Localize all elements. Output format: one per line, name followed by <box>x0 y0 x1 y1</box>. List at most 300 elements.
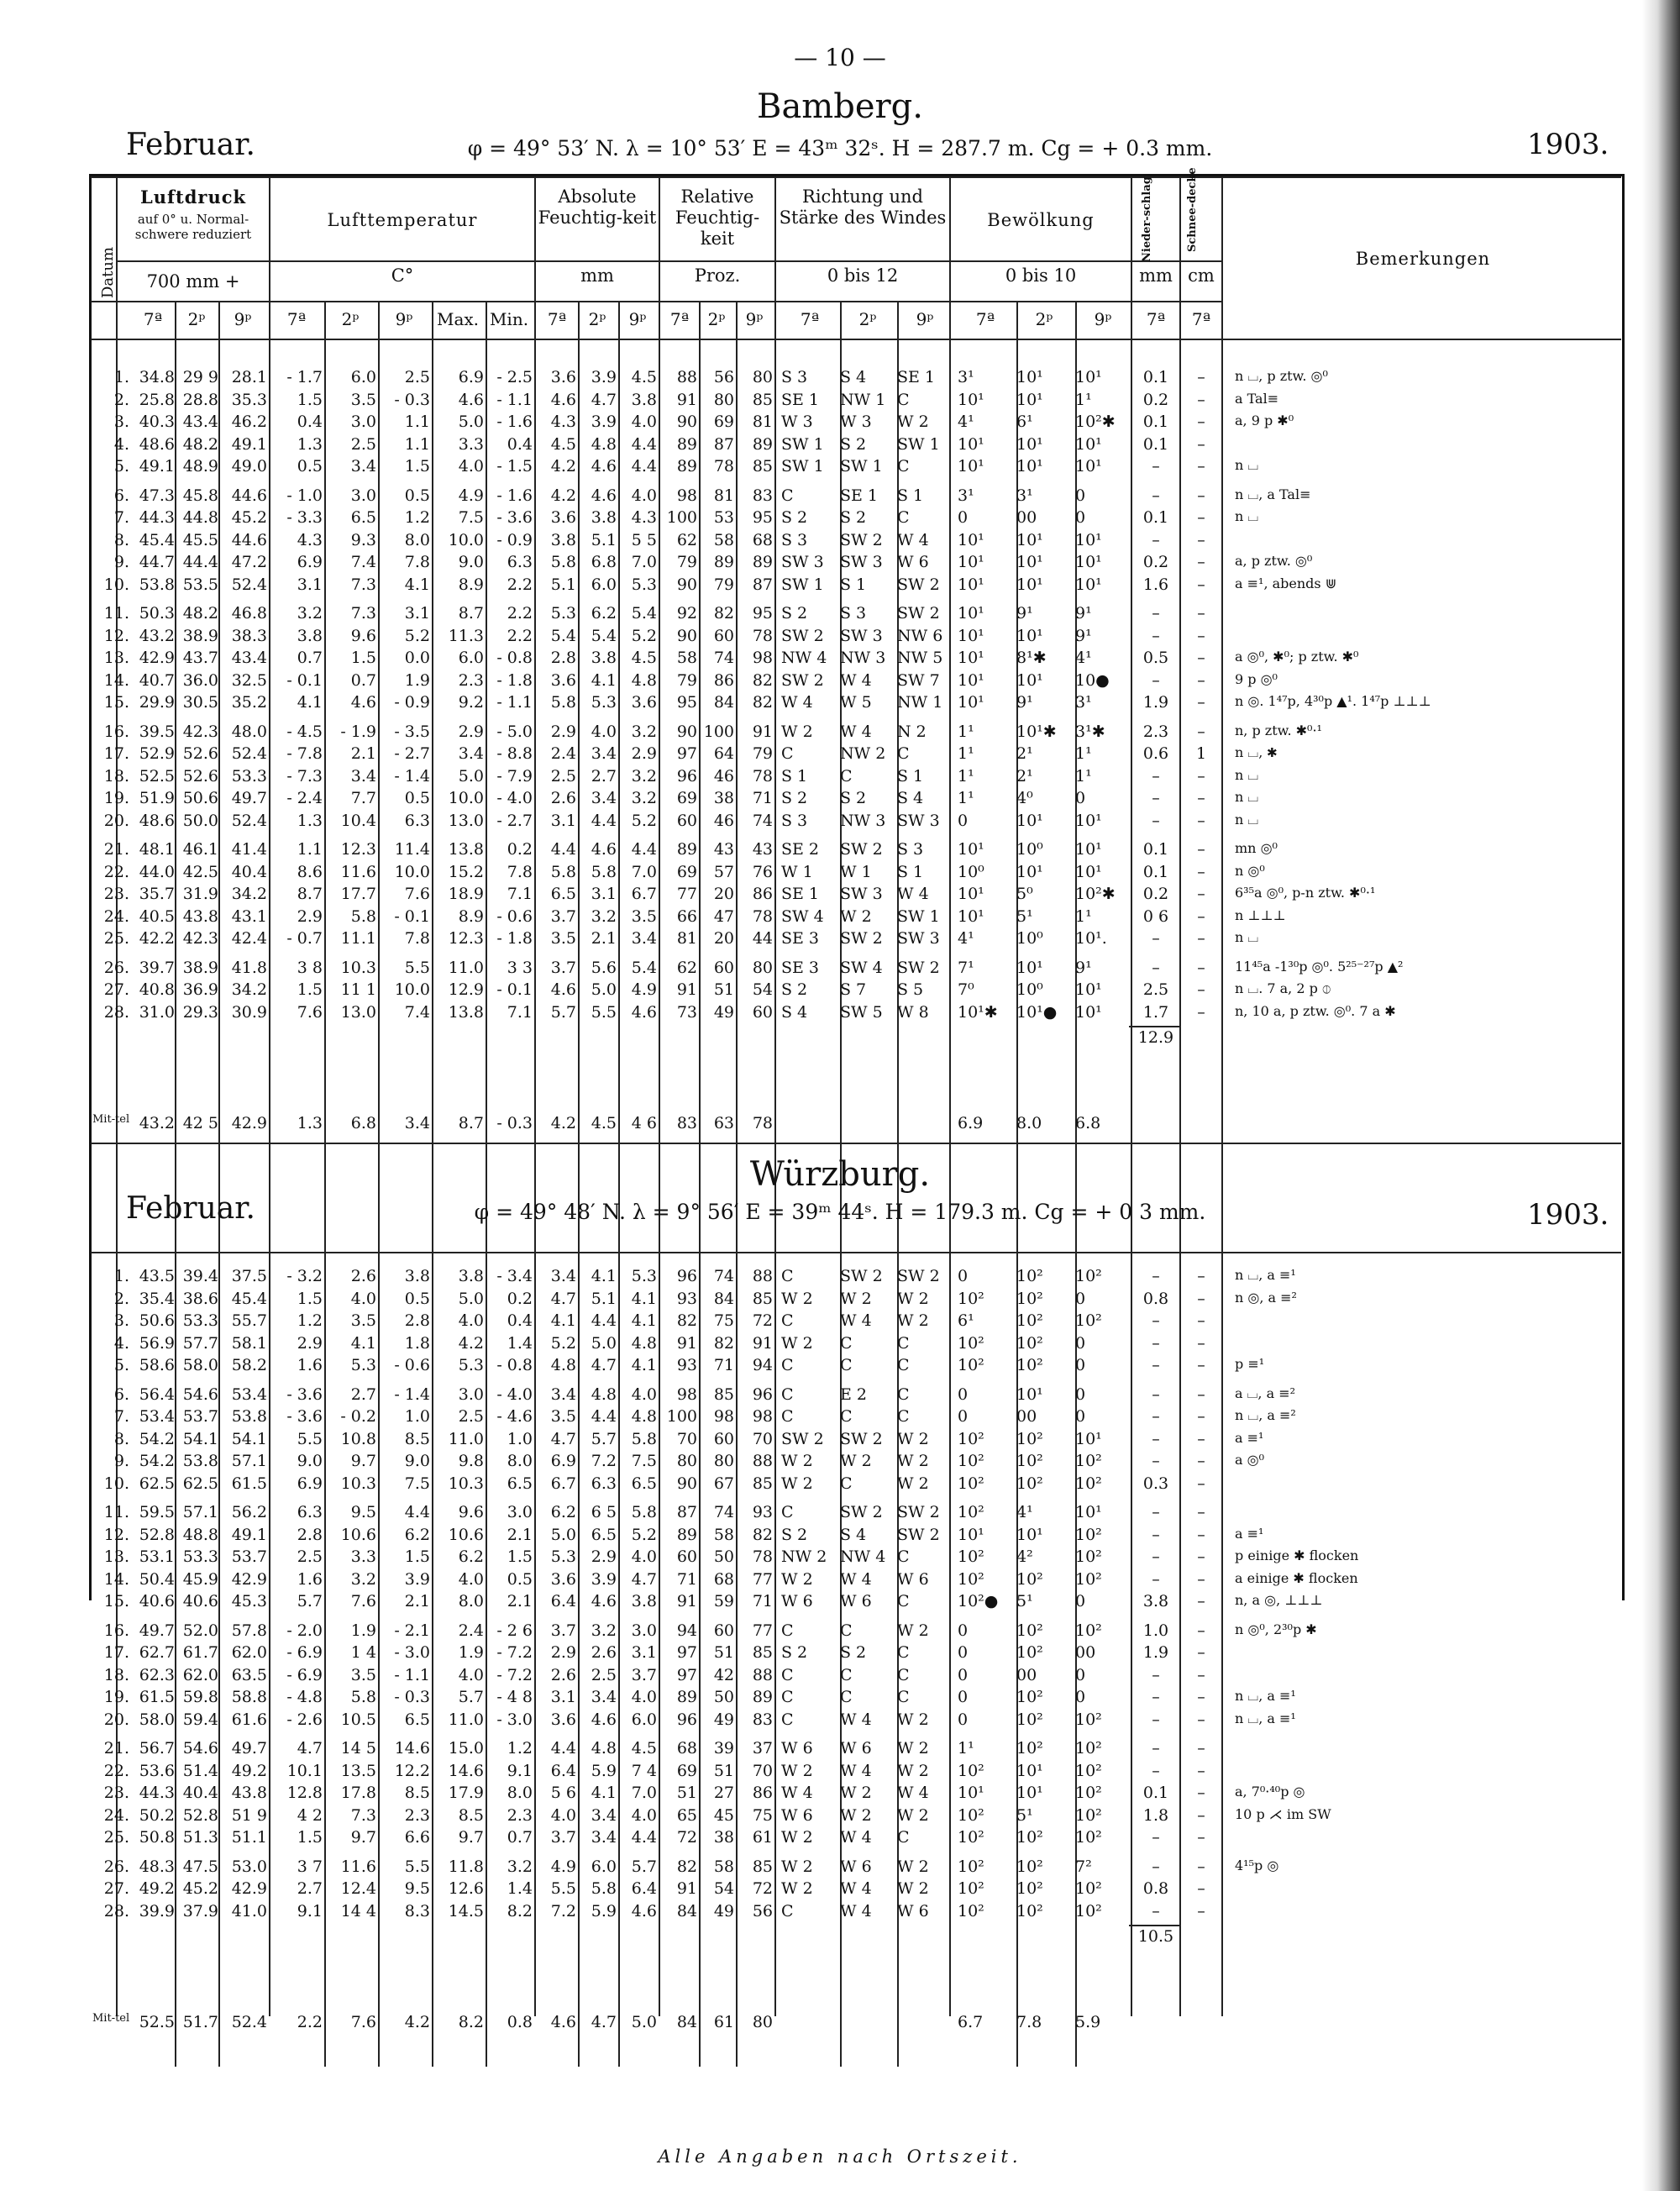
cell-precip: 0.2 <box>1142 390 1169 409</box>
table-row <box>89 368 1625 389</box>
cell-temp-7a: - 3.2 <box>286 1267 323 1285</box>
cell-abs-2p: 3.9 <box>591 368 617 386</box>
cell-snow: – <box>1197 958 1205 977</box>
cell-temp-max: 15.2 <box>448 862 484 881</box>
cell-abs-7a: 4.4 <box>550 1739 576 1758</box>
cell-temp-max: 5.3 <box>458 1356 484 1374</box>
cell-cloud-9p: 1¹ <box>1075 744 1092 763</box>
subheader-t2: 2ᵖ <box>1035 309 1053 329</box>
cell-temp-7a: - 1.7 <box>286 368 323 386</box>
cell-abs-9p: 4.0 <box>631 486 657 505</box>
cell-druck-7a: 48.6 <box>139 811 175 830</box>
cell-temp-7a: 4 2 <box>297 1805 323 1825</box>
cell-remark: a ◎⁰ <box>1235 1452 1264 1468</box>
cell-rel-9p: 98 <box>752 1407 773 1426</box>
cell-temp-max: 4.6 <box>458 390 484 409</box>
cell-temp-2p: 2.1 <box>350 744 376 763</box>
cell-temp-7a: 0.4 <box>297 412 323 431</box>
cell-precip: – <box>1152 1267 1160 1285</box>
cell-temp-min: 7.8 <box>507 862 533 881</box>
cell-abs-9p: 4.4 <box>631 1828 657 1847</box>
cell-abs-9p: 3.8 <box>631 1592 657 1610</box>
cell-temp-min: - 1.8 <box>496 929 533 948</box>
cell-abs-9p: 5.4 <box>631 604 657 623</box>
cell-precip: 1.9 <box>1142 1643 1169 1662</box>
cell-cloud-7a: 4¹ <box>958 412 974 431</box>
cell-wind-2p: SW 2 <box>840 530 883 549</box>
cell-abs-9p: 4.5 <box>631 649 657 667</box>
cell-druck-9p: 53.3 <box>231 766 267 786</box>
cell-abs-7a: 3.6 <box>550 1710 576 1729</box>
cell-abs-7a: 6.7 <box>550 1474 576 1493</box>
cell-wind-2p: NW 4 <box>840 1547 886 1566</box>
cell-temp-max: 5.0 <box>458 766 484 786</box>
cell-rel-7a: 60 <box>676 1547 697 1566</box>
cell-abs-2p: 3.9 <box>591 1569 617 1589</box>
cell-druck-7a: 49.7 <box>139 1621 175 1640</box>
cell-abs-7a: 3.1 <box>550 1688 576 1706</box>
cell-rel-7a: 90 <box>676 1474 697 1493</box>
cell-druck-2p: 52.8 <box>182 1805 218 1825</box>
cell-wind-7a: W 2 <box>781 1289 813 1308</box>
cell-temp-2p: 7.4 <box>350 553 376 571</box>
cell-wind-2p: W 6 <box>840 1739 872 1758</box>
cell-abs-2p: 4.4 <box>591 811 617 830</box>
cell-abs-2p: 3.9 <box>591 412 617 431</box>
mittel-cell-temp-min: 0.8 <box>507 2013 533 2031</box>
cell-cloud-7a: 3¹ <box>958 368 974 386</box>
cell-abs-2p: 4.1 <box>591 1784 617 1802</box>
cell-rel-2p: 49 <box>713 1002 734 1022</box>
cell-temp-7a: 9.1 <box>297 1901 323 1920</box>
cell-cloud-9p: 10² <box>1075 1739 1102 1758</box>
cell-wind-2p: C <box>840 1688 853 1706</box>
cell-abs-2p: 4.8 <box>591 434 617 454</box>
cell-cloud-2p: 10¹● <box>1016 1002 1058 1022</box>
cell-abs-2p: 3.4 <box>591 789 617 807</box>
cell-wind-2p: W 6 <box>840 1857 872 1876</box>
cell-druck-7a: 44.3 <box>139 1784 175 1802</box>
mittel-cell-druck-2p: 42 5 <box>182 1114 218 1132</box>
cell-temp-max: 9.0 <box>458 553 484 571</box>
cell-precip: – <box>1152 1384 1160 1404</box>
cell-temp-min: 0.2 <box>507 840 533 859</box>
cell-abs-7a: 2.5 <box>550 766 576 786</box>
cell-druck-2p: 42.3 <box>182 722 218 741</box>
cell-abs-7a: 4.5 <box>550 434 576 454</box>
cell-wind-7a: W 2 <box>781 1452 813 1470</box>
cell-cloud-7a: 10¹ <box>958 1784 984 1802</box>
cell-temp-7a: - 7.3 <box>286 766 323 786</box>
cell-rel-2p: 58 <box>713 530 734 549</box>
cell-snow: – <box>1197 1879 1205 1898</box>
cell-rel-9p: 86 <box>752 1784 773 1802</box>
cell-abs-9p: 4.6 <box>631 1002 657 1022</box>
cell-temp-min: - 4 8 <box>496 1688 533 1706</box>
cell-druck-2p: 47.5 <box>182 1857 218 1876</box>
table-row <box>89 508 1625 529</box>
table-row <box>89 1828 1625 1849</box>
cell-wind-2p: SW 2 <box>840 1429 883 1448</box>
table-row <box>89 435 1625 456</box>
cell-snow: – <box>1197 368 1205 386</box>
cell-abs-7a: 3.1 <box>550 811 576 830</box>
cell-rel-7a: 62 <box>676 958 697 977</box>
cell-cloud-2p: 2¹ <box>1016 766 1033 786</box>
cell-datum: 17. <box>103 744 129 763</box>
cell-cloud-2p: 10⁰ <box>1016 840 1043 859</box>
cell-snow: – <box>1197 1592 1205 1610</box>
header-datum: Datum <box>99 246 117 298</box>
cell-cloud-7a: 10² <box>958 1429 984 1448</box>
cell-druck-9p: 38.3 <box>231 626 267 645</box>
cell-abs-7a: 3.6 <box>550 1569 576 1589</box>
cell-wind-9p: W 4 <box>897 885 929 903</box>
cell-druck-9p: 55.7 <box>231 1311 267 1330</box>
mittel-cell-temp-max: 8.2 <box>458 2013 484 2031</box>
cell-abs-9p: 4.0 <box>631 412 657 431</box>
cell-druck-9p: 58.8 <box>231 1688 267 1706</box>
cell-temp-min: 1.4 <box>507 1879 533 1898</box>
cell-cloud-2p: 10² <box>1016 1710 1043 1729</box>
cell-temp-2p: 5.3 <box>350 1356 376 1374</box>
table-row <box>89 1806 1625 1827</box>
cell-rel-7a: 100 <box>666 1407 697 1426</box>
cell-abs-7a: 5.0 <box>550 1525 576 1544</box>
cell-datum: 22. <box>103 1761 129 1780</box>
cell-abs-9p: 4.5 <box>631 368 657 386</box>
cell-remark: n ⌴ <box>1235 766 1259 783</box>
cell-abs-9p: 6.0 <box>631 1710 657 1729</box>
cell-wind-9p: C <box>897 1828 910 1847</box>
cell-temp-7a: 4.3 <box>297 530 323 549</box>
cell-wind-9p: SE 1 <box>897 368 936 386</box>
cell-temp-min: 8.0 <box>507 1784 533 1802</box>
cell-temp-7a: 6.9 <box>297 553 323 571</box>
cell-druck-2p: 53.3 <box>182 1547 218 1566</box>
cell-snow: – <box>1197 626 1205 645</box>
cell-temp-7a: - 6.9 <box>286 1665 323 1684</box>
cell-temp-9p: 8.0 <box>404 530 430 549</box>
cell-druck-2p: 45.2 <box>182 1879 218 1898</box>
cell-cloud-2p: 10¹ <box>1016 575 1043 594</box>
cell-snow: – <box>1197 789 1205 807</box>
cell-wind-7a: NW 2 <box>781 1547 827 1566</box>
cell-snow: – <box>1197 604 1205 623</box>
cell-precip: – <box>1152 1452 1160 1470</box>
cell-druck-2p: 30.5 <box>182 693 218 712</box>
cell-temp-7a: 4.7 <box>297 1739 323 1758</box>
cell-rel-2p: 98 <box>713 1407 734 1426</box>
cell-datum: 6. <box>113 486 129 505</box>
cell-cloud-9p: 10² <box>1075 1879 1102 1898</box>
cell-temp-7a: - 6.9 <box>286 1643 323 1662</box>
cell-druck-2p: 46.1 <box>182 840 218 859</box>
cell-rel-9p: 44 <box>752 929 773 948</box>
cell-temp-max: 14.5 <box>448 1901 484 1920</box>
cell-cloud-2p: 10¹ <box>1016 553 1043 571</box>
cell-cloud-7a: 10¹ <box>958 649 984 667</box>
table-row <box>89 627 1625 648</box>
cell-wind-2p: SW 3 <box>840 626 883 645</box>
cell-druck-2p: 52.0 <box>182 1621 218 1640</box>
cell-cloud-2p: 10² <box>1016 1621 1043 1640</box>
cell-temp-max: 6.0 <box>458 649 484 667</box>
cell-rel-7a: 96 <box>676 1710 697 1729</box>
cell-temp-9p: 7.8 <box>404 553 430 571</box>
cell-temp-max: 4.0 <box>458 1665 484 1684</box>
cell-druck-9p: 41.0 <box>231 1901 267 1920</box>
mittel-cell-temp-min: - 0.3 <box>496 1114 533 1132</box>
subheader-t7: 7ª <box>286 309 307 329</box>
cell-cloud-7a: 10⁰ <box>958 862 984 881</box>
cell-wind-2p: S 2 <box>840 1643 867 1662</box>
cell-temp-min: - 1.1 <box>496 390 533 409</box>
cell-abs-9p: 7.0 <box>631 553 657 571</box>
cell-rel-2p: 74 <box>713 649 734 667</box>
table-row <box>89 980 1625 1001</box>
cell-cloud-9p: 10² <box>1075 1805 1102 1825</box>
cell-cloud-7a: 7⁰ <box>958 980 974 999</box>
cell-snow: – <box>1197 1267 1205 1285</box>
cell-temp-max: 7.5 <box>458 508 484 527</box>
cell-cloud-7a: 0 <box>958 1384 969 1404</box>
cell-temp-2p: 9.6 <box>350 626 376 645</box>
cell-rel-2p: 84 <box>713 693 734 712</box>
subheader-max: Max. <box>436 309 480 329</box>
cell-wind-7a: W 6 <box>781 1592 813 1610</box>
table-row <box>89 744 1625 765</box>
cell-remark: mn ◎⁰ <box>1235 840 1278 856</box>
cell-wind-2p: W 4 <box>840 1761 872 1780</box>
cell-druck-7a: 44.3 <box>139 508 175 527</box>
cell-druck-2p: 28.8 <box>182 390 218 409</box>
cell-datum: 17. <box>103 1643 129 1662</box>
cell-cloud-2p: 10² <box>1016 1474 1043 1493</box>
cell-cloud-2p: 10¹ <box>1016 434 1043 454</box>
cell-temp-9p: 0.5 <box>404 789 430 807</box>
cell-druck-9p: 61.5 <box>231 1474 267 1493</box>
cell-wind-9p: W 6 <box>897 1901 929 1920</box>
cell-rel-2p: 69 <box>713 412 734 431</box>
cell-precip: – <box>1152 811 1160 830</box>
cell-temp-9p: - 0.9 <box>394 693 430 712</box>
cell-abs-7a: 5.8 <box>550 553 576 571</box>
cell-snow: – <box>1197 906 1205 926</box>
precip-sum-row <box>89 1028 1625 1049</box>
cell-rel-7a: 91 <box>676 1592 697 1610</box>
cell-abs-7a: 3.7 <box>550 958 576 977</box>
cell-cloud-7a: 10² <box>958 1879 984 1898</box>
cell-rel-2p: 51 <box>713 1761 734 1780</box>
cell-wind-7a: C <box>781 744 794 763</box>
cell-precip: 0.5 <box>1142 649 1169 667</box>
cell-rel-9p: 89 <box>752 434 773 454</box>
cell-rel-9p: 56 <box>752 1901 773 1920</box>
cell-rel-7a: 89 <box>676 840 697 859</box>
cell-temp-max: 6.9 <box>458 368 484 386</box>
cell-rel-9p: 93 <box>752 1503 773 1521</box>
cell-temp-2p: 5.8 <box>350 1688 376 1706</box>
cell-temp-2p: 11.6 <box>340 1857 376 1876</box>
cell-abs-7a: 3.6 <box>550 368 576 386</box>
cell-temp-9p: 10.0 <box>394 862 430 881</box>
cell-abs-9p: 5.8 <box>631 1503 657 1521</box>
cell-snow: – <box>1197 1665 1205 1684</box>
header-richtung-unit: 0 bis 12 <box>827 265 899 286</box>
mittel-cell-abs-7a: 4.2 <box>550 1114 576 1132</box>
cell-cloud-9p: 0 <box>1075 1665 1086 1684</box>
cell-remark: n ⌴, a ≡¹ <box>1235 1688 1296 1704</box>
cell-druck-7a: 48.6 <box>139 434 175 454</box>
cell-datum: 14. <box>103 670 129 690</box>
cell-cloud-2p: 10¹ <box>1016 1384 1043 1404</box>
cell-abs-9p: 6.7 <box>631 885 657 903</box>
cell-rel-7a: 93 <box>676 1356 697 1374</box>
cell-temp-min: - 2.5 <box>496 368 533 386</box>
cell-abs-2p: 4.7 <box>591 390 617 409</box>
cell-druck-2p: 29 9 <box>182 368 218 386</box>
cell-wind-7a: SW 2 <box>781 670 824 690</box>
cell-temp-7a: 5.7 <box>297 1592 323 1610</box>
cell-cloud-2p: 00 <box>1016 508 1037 527</box>
cell-druck-9p: 43.1 <box>231 906 267 926</box>
header-niederschlag-unit: mm <box>1139 265 1173 286</box>
precip-sum: 10.5 <box>1137 1927 1174 1946</box>
cell-cloud-7a: 0 <box>958 811 969 830</box>
cell-rel-7a: 91 <box>676 1333 697 1353</box>
cell-precip: 2.5 <box>1142 980 1169 999</box>
cell-temp-9p: 1.9 <box>404 670 430 690</box>
table-row <box>89 1879 1625 1900</box>
cell-abs-9p: 4.8 <box>631 1333 657 1353</box>
cell-rel-7a: 72 <box>676 1828 697 1847</box>
cell-rel-2p: 74 <box>713 1503 734 1521</box>
cell-temp-max: 17.9 <box>448 1784 484 1802</box>
cell-datum: 27. <box>103 1879 129 1898</box>
cell-cloud-2p: 5⁰ <box>1016 885 1033 903</box>
cell-druck-2p: 38.9 <box>182 958 218 977</box>
cell-rel-2p: 80 <box>713 1452 734 1470</box>
cell-rel-7a: 96 <box>676 766 697 786</box>
cell-precip: 0.8 <box>1142 1879 1169 1898</box>
cell-rel-7a: 91 <box>676 1879 697 1898</box>
cell-wind-2p: W 5 <box>840 693 872 712</box>
mittel-cell-temp-2p: 7.6 <box>350 2013 376 2031</box>
cell-temp-min: 7.1 <box>507 1002 533 1022</box>
cell-druck-9p: 28.1 <box>231 368 267 386</box>
cell-druck-9p: 52.4 <box>231 744 267 763</box>
cell-temp-min: - 3.0 <box>496 1710 533 1729</box>
cell-druck-7a: 58.6 <box>139 1356 175 1374</box>
cell-druck-2p: 62.0 <box>182 1665 218 1684</box>
cell-cloud-2p: 10¹ <box>1016 811 1043 830</box>
cell-temp-min: - 7.2 <box>496 1643 533 1662</box>
cell-abs-2p: 4.6 <box>591 486 617 505</box>
cell-wind-9p: W 4 <box>897 1784 929 1802</box>
cell-rel-9p: 85 <box>752 1474 773 1493</box>
mittel-cell-rel-7a: 84 <box>676 2013 697 2031</box>
cell-rel-2p: 46 <box>713 811 734 830</box>
cell-druck-7a: 48.3 <box>139 1857 175 1876</box>
cell-druck-2p: 61.7 <box>182 1643 218 1662</box>
cell-precip: 1.8 <box>1142 1805 1169 1825</box>
cell-temp-min: 2.2 <box>507 626 533 645</box>
cell-cloud-2p: 10² <box>1016 1356 1043 1374</box>
cell-temp-max: 3.8 <box>458 1267 484 1285</box>
cell-abs-7a: 3.5 <box>550 1407 576 1426</box>
cell-wind-7a: S 3 <box>781 530 808 549</box>
cell-druck-2p: 52.6 <box>182 744 218 763</box>
cell-rel-2p: 45 <box>713 1805 734 1825</box>
cell-rel-7a: 84 <box>676 1901 697 1920</box>
cell-abs-2p: 6.0 <box>591 1857 617 1876</box>
cell-wind-2p: W 6 <box>840 1592 872 1610</box>
cell-wind-9p: W 2 <box>897 1474 929 1493</box>
cell-datum: 19. <box>103 1688 129 1706</box>
mittel-cell-temp-max: 8.7 <box>458 1114 484 1132</box>
cell-precip: – <box>1152 530 1160 549</box>
cell-abs-2p: 4.6 <box>591 1592 617 1610</box>
cell-abs-2p: 3.4 <box>591 1805 617 1825</box>
cell-wind-9p: W 2 <box>897 1289 929 1308</box>
cell-druck-7a: 39.7 <box>139 958 175 977</box>
cell-rel-9p: 96 <box>752 1384 773 1404</box>
cell-datum: 28. <box>103 1002 129 1022</box>
table-row <box>89 391 1625 412</box>
cell-rel-7a: 97 <box>676 1643 697 1662</box>
subheader-t2: 2ᵖ <box>187 309 206 329</box>
mittel-cell-rel-7a: 83 <box>676 1114 697 1132</box>
cell-druck-7a: 56.4 <box>139 1384 175 1404</box>
cell-wind-9p: NW 5 <box>897 649 943 667</box>
cell-wind-2p: S 3 <box>840 604 867 623</box>
cell-druck-7a: 40.7 <box>139 670 175 690</box>
cell-snow: – <box>1197 530 1205 549</box>
cell-cloud-9p: 10¹ <box>1075 530 1102 549</box>
cell-rel-7a: 91 <box>676 980 697 999</box>
cell-snow: – <box>1197 980 1205 999</box>
cell-abs-9p: 4.4 <box>631 457 657 476</box>
cell-snow: – <box>1197 1857 1205 1876</box>
cell-rel-7a: 89 <box>676 1688 697 1706</box>
cell-wind-2p: W 4 <box>840 1311 872 1330</box>
cell-rel-2p: 60 <box>713 626 734 645</box>
cell-temp-2p: 14 5 <box>340 1739 376 1758</box>
cell-datum: 12. <box>103 1525 129 1544</box>
cell-temp-min: 6.5 <box>507 1474 533 1493</box>
cell-druck-9p: 45.4 <box>231 1289 267 1308</box>
cell-cloud-7a: 0 <box>958 1688 969 1706</box>
cell-wind-2p: S 7 <box>840 980 867 999</box>
table-row <box>89 1688 1625 1709</box>
cell-temp-max: 4.0 <box>458 1569 484 1589</box>
cell-rel-2p: 71 <box>713 1356 734 1374</box>
mittel-cell-cloud-7a: 6.9 <box>958 1114 984 1132</box>
cell-cloud-9p: 10² <box>1075 1761 1102 1780</box>
table-row <box>89 457 1625 478</box>
cell-temp-min: - 0.1 <box>496 980 533 999</box>
table-row <box>89 722 1625 743</box>
cell-cloud-7a: 10¹ <box>958 840 984 859</box>
cell-snow: – <box>1197 1429 1205 1448</box>
cell-druck-7a: 48.1 <box>139 840 175 859</box>
cell-rel-9p: 75 <box>752 1805 773 1825</box>
cell-temp-2p: 2.5 <box>350 434 376 454</box>
cell-precip: 0.1 <box>1142 368 1169 386</box>
cell-datum: 5. <box>113 457 129 476</box>
cell-druck-2p: 50.6 <box>182 789 218 807</box>
